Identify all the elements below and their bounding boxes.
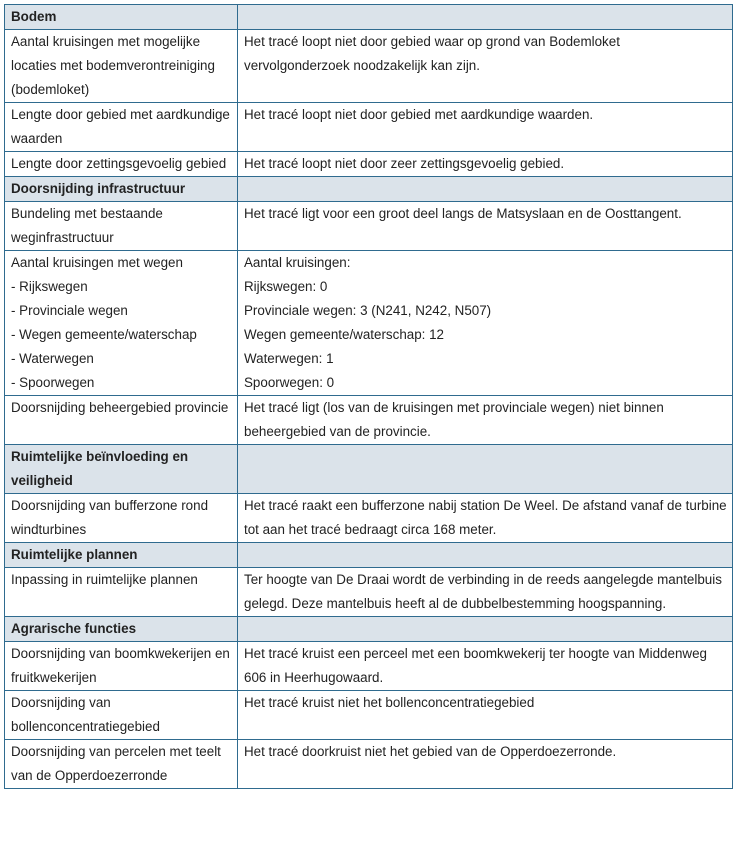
criterion-line: Aantal kruisingen met wegen [11, 255, 183, 270]
table-row [5, 30, 733, 103]
section-row [5, 445, 733, 494]
section-row [5, 5, 733, 30]
criterion-line: - Wegen gemeente/waterschap [11, 327, 197, 342]
assessment-line: Rijkswegen: 0 [244, 279, 328, 294]
table-row [5, 396, 733, 445]
assessment-cell: Het tracé loopt niet door gebied met aardkundige waarden. [238, 103, 733, 152]
criterion-cell: Inpassing in ruimtelijke plannen [5, 568, 238, 617]
criterion-cell: Doorsnijding van bufferzone rond windturbines [5, 494, 238, 543]
section-label: Ruimtelijke beïnvloeding en veiligheid [5, 445, 238, 494]
table-row [5, 642, 733, 691]
assessment-cell: Het tracé loopt niet door gebied waar op grond van Bodemloket vervolgonderzoek noodzakelijk kan zijn. [238, 30, 733, 103]
assessment-line: Provinciale wegen: 3 (N241, N242, N507) [244, 303, 492, 318]
criterion-line: - Spoorwegen [11, 375, 95, 390]
criterion-cell: Doorsnijding van percelen met teelt van de Opperdoezerronde [5, 740, 238, 789]
criterion-cell: Aantal kruisingen met mogelijke locaties met bodemverontreiniging (bodemloket) [5, 30, 238, 103]
section-row [5, 617, 733, 642]
table-row [5, 103, 733, 152]
table-row [5, 568, 733, 617]
section-row [5, 177, 733, 202]
assessment-line: Aantal kruisingen: [244, 255, 351, 270]
assessment-cell: Het tracé ligt voor een groot deel langs de Matsyslaan en de Oosttangent. [238, 202, 733, 251]
criterion-line: - Waterwegen [11, 351, 94, 366]
criterion-cell: Doorsnijding van bollenconcentratiegebied [5, 691, 238, 740]
assessment-cell: Het tracé kruist een perceel met een boomkwekerij ter hoogte van Middenweg 606 in Heerhugowaard. [238, 642, 733, 691]
criteria-table [4, 4, 733, 789]
assessment-cell: Het tracé ligt (los van de kruisingen met provinciale wegen) niet binnen beheergebied van de provincie. [238, 396, 733, 445]
assessment-cell: Het tracé raakt een bufferzone nabij station De Weel. De afstand vanaf de turbine tot aan het tracé bedraagt circa 168 meter. [238, 494, 733, 543]
table-row [5, 152, 733, 177]
assessment-cell [238, 251, 733, 396]
criterion-line: - Provinciale wegen [11, 303, 128, 318]
section-label: Ruimtelijke plannen [5, 543, 238, 568]
criterion-cell [5, 251, 238, 396]
section-row [5, 543, 733, 568]
assessment-cell: Het tracé doorkruist niet het gebied van de Opperdoezerronde. [238, 740, 733, 789]
criterion-cell: Lengte door zettingsgevoelig gebied [5, 152, 238, 177]
table-row [5, 494, 733, 543]
assessment-cell: Het tracé loopt niet door zeer zettingsgevoelig gebied. [238, 152, 733, 177]
criterion-line: - Rijkswegen [11, 279, 88, 294]
criterion-cell: Doorsnijding van boomkwekerijen en fruitkwekerijen [5, 642, 238, 691]
section-label: Bodem [5, 5, 238, 30]
assessment-line: Waterwegen: 1 [244, 351, 334, 366]
assessment-cell: Het tracé kruist niet het bollenconcentratiegebied [238, 691, 733, 740]
table-row [5, 251, 733, 396]
assessment-cell: Ter hoogte van De Draai wordt de verbinding in de reeds aangelegde mantelbuis gelegd. Deze mantelbuis heeft al de dubbelbestemming hoogspanning. [238, 568, 733, 617]
section-label: Agrarische functies [5, 617, 238, 642]
table-row [5, 740, 733, 789]
table-row [5, 691, 733, 740]
section-label: Doorsnijding infrastructuur [5, 177, 238, 202]
assessment-line: Spoorwegen: 0 [244, 375, 335, 390]
criterion-cell: Doorsnijding beheergebied provincie [5, 396, 238, 445]
criterion-cell: Lengte door gebied met aardkundige waarden [5, 103, 238, 152]
table-row [5, 202, 733, 251]
criterion-cell: Bundeling met bestaande weginfrastructuur [5, 202, 238, 251]
assessment-line: Wegen gemeente/waterschap: 12 [244, 327, 444, 342]
